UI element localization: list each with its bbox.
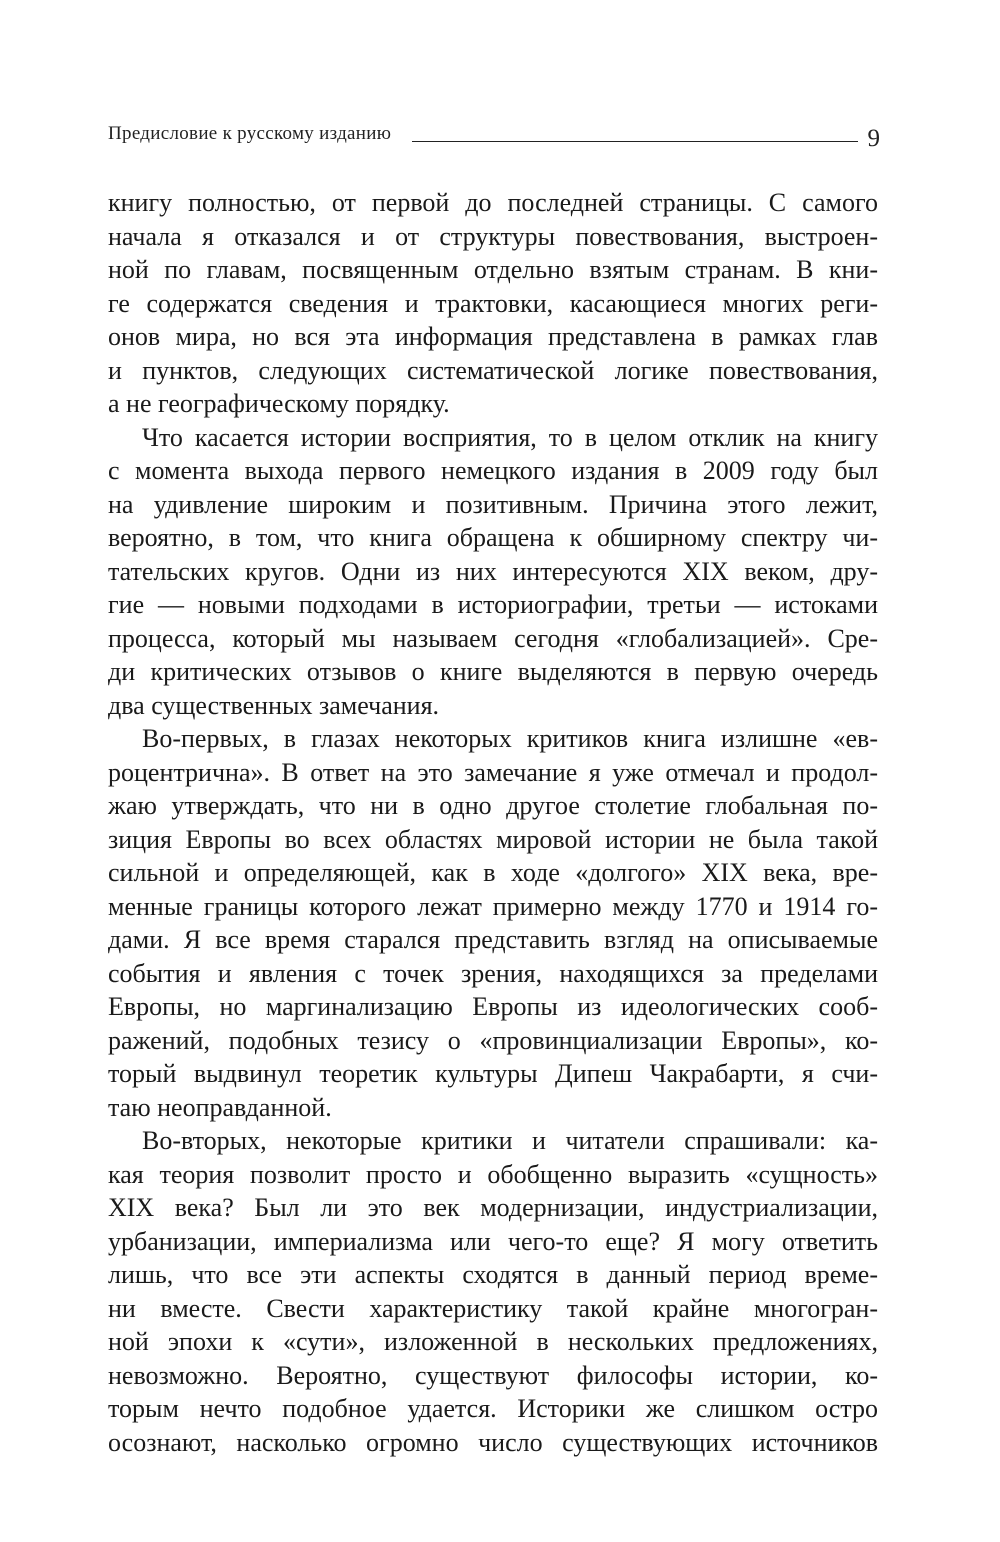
body-text	[108, 186, 878, 1459]
text-line: онов мира, но вся эта информация представлена в рамках глав	[108, 322, 878, 351]
text-line: торым нечто подобное удается. Историки же слишком остро	[108, 1394, 878, 1423]
text-line: начала я отказался и от структуры повествования, выстроен-	[108, 221, 878, 251]
paragraph	[108, 1124, 878, 1459]
text-line: XIX века? Был ли это век модернизации, индустриализации,	[108, 1193, 878, 1222]
text-line: два существенных замечания.	[108, 690, 440, 720]
text-line: процесса, который мы называем сегодня «глобализацией». Сре-	[108, 623, 878, 653]
header-rule	[412, 141, 858, 142]
text-line: ной по главам, посвященным отдельно взятым странам. В кни-	[108, 255, 878, 284]
text-line: с момента выхода первого немецкого издания в 2009 году был	[108, 456, 878, 485]
text-line: события и явления с точек зрения, находящихся за пределами	[108, 958, 878, 988]
text-line: Что касается истории восприятия, то в целом отклик на книгу	[142, 422, 878, 452]
text-line: а не географическому порядку.	[108, 389, 450, 418]
paragraph	[108, 722, 878, 1124]
text-line: лишь, что все эти аспекты сходятся в данный период време-	[108, 1260, 878, 1289]
text-line: Во-первых, в глазах некоторых критиков книга излишне «ев-	[142, 724, 878, 753]
text-line: осознают, насколько огромно число существующих источников	[108, 1427, 878, 1457]
running-head	[108, 120, 880, 156]
text-line: и пунктов, следующих систематической логике повествования,	[108, 355, 878, 385]
text-line: ражений, подобных тезису о «провинциализации Европы», ко-	[108, 1025, 878, 1055]
text-line: книгу полностью, от первой до последней страницы. С самого	[108, 188, 878, 217]
text-line: Во-вторых, некоторые критики и читатели спрашивали: ка-	[142, 1126, 878, 1155]
text-line: невозможно. Вероятно, существуют философы истории, ко-	[108, 1360, 878, 1390]
text-line: кая теория позволит просто и обобщенно выразить «сущность»	[108, 1159, 878, 1189]
page-number: 9	[867, 125, 880, 152]
text-line: гие — новыми подходами в историографии, третьи — истоками	[108, 590, 878, 619]
text-line: роцентрична». В ответ на это замечание я уже отмечал и продол-	[108, 757, 878, 787]
text-line: урбанизации, империализма или чего-то еще? Я могу ответить	[108, 1226, 878, 1256]
paragraph	[108, 186, 878, 421]
text-line: ной эпохи к «сути», изложенной в нескольких предложениях,	[108, 1327, 878, 1356]
text-line: жаю утверждать, что ни в одно другое столетие глобальная по-	[108, 791, 878, 820]
text-line: на удивление широким и позитивным. Причина этого лежит,	[108, 489, 878, 519]
running-title: Предисловие к русскому изданию	[108, 123, 392, 144]
text-line: ни вместе. Свести характеристику такой крайне многогран-	[108, 1293, 878, 1323]
text-line: ди критических отзывов о книге выделяются в первую очередь	[108, 657, 878, 686]
text-line: торый выдвинул теоретик культуры Дипеш Чакрабарти, я счи-	[108, 1059, 878, 1088]
text-line: Европы, но маргинализацию Европы из идеологических сооб-	[108, 992, 878, 1021]
text-line: сильной и определяющей, как в ходе «долгого» XIX века, вре-	[108, 858, 878, 887]
text-line: ге содержатся сведения и трактовки, касающиеся многих реги-	[108, 288, 878, 318]
text-line: зиция Европы во всех областях мировой истории не была такой	[108, 824, 878, 854]
text-line: менные границы которого лежат примерно между 1770 и 1914 го-	[108, 891, 878, 921]
text-line: тательских кругов. Одни из них интересуются XIX веком, дру-	[108, 556, 878, 586]
text-line: дами. Я все время старался представить взгляд на описываемые	[108, 925, 878, 954]
paragraph	[108, 421, 878, 723]
text-line: вероятно, в том, что книга обращена к обширному спектру чи-	[108, 523, 878, 552]
text-line: таю неоправданной.	[108, 1092, 332, 1122]
